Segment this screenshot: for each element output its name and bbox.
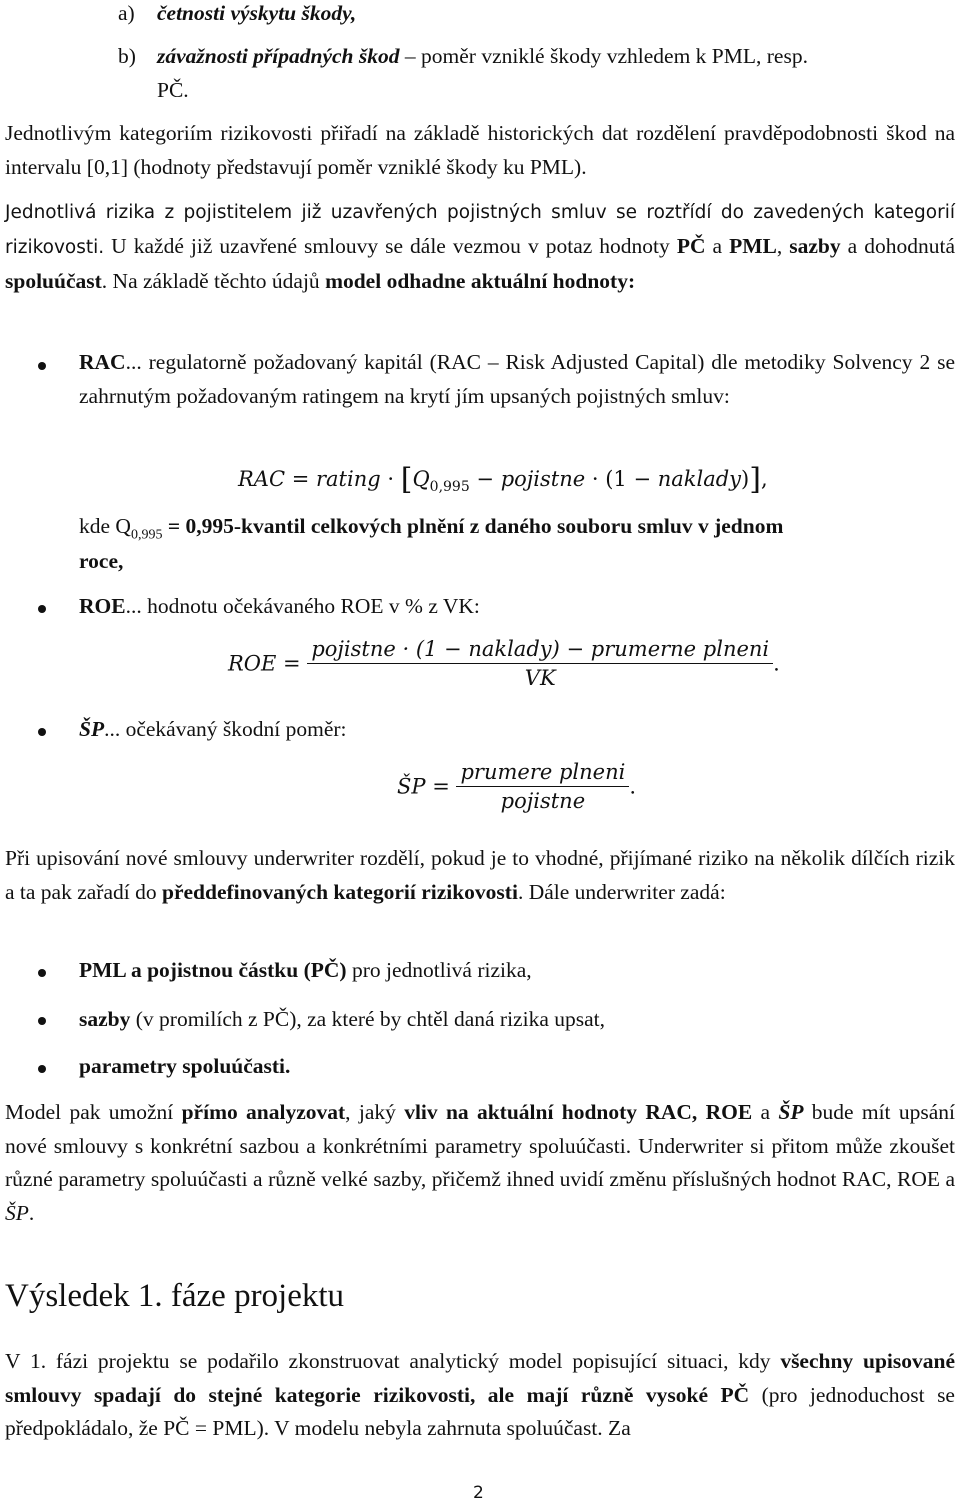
rac-formula-bracket-open: [ [400,462,413,497]
sp-label: ŠP [79,717,105,741]
bullet-sazby [38,1017,46,1025]
paragraph-result-bold: všechny upisované smlouvy spadají do stejné kategorie rizikovosti, ale mají různě vysoké PČ [5,1349,955,1407]
roe-formula-eq: = [276,651,308,676]
rac-text: ... regulatorně požadovaný kapitál (RAC – Risk Adjusted Capital) dle metodiky Solvency 2 se zahrnutým požadovaným ratingem na krytí jím upsaných pojistných smluv: [79,350,955,408]
paragraph-model-t3: a [752,1100,779,1124]
page-number: 2 [473,1483,484,1503]
roe-formula [228,637,780,690]
sp-text: ... očekávaný škodní poměr: [104,717,347,741]
paragraph-risks [5,196,955,299]
paragraph-model-t1: Model pak umožní [5,1100,182,1124]
rac-kde-sub: 0,995 [130,527,163,543]
rac-formula-pojistne: pojistne [500,467,586,491]
bullet-pml [38,969,46,977]
paragraph-risks-t1: U každé již uzavřené smlouvy se dále vezmou v potaz hodnoty [104,234,677,258]
rac-formula-minus: − [469,467,501,491]
rac-formula-rating: rating [316,467,381,491]
sp-description [79,713,347,747]
roe-formula-numerator: pojistne · (1 − naklady) − prumerne plneni [307,637,773,664]
paragraph-risks-sans: Jednotlivá rizika z pojistitelem již uzavřených pojistných smluv se roztřídí do zavedených kategorií rizikovosti. [5,202,955,258]
rac-kde-prefix: kde Q [79,514,131,538]
bullet-sp [38,728,46,736]
roe-text: ... hodnotu očekávaného ROE v % z VK: [125,594,480,618]
paragraph-risks-t2: a [705,234,730,258]
paragraph-risks-t3: , [776,234,790,258]
list-item-b-text: – poměr vzniklé škody vzhledem k PML, resp. [399,44,808,68]
paragraph-model-b1: přímo analyzovat [181,1100,346,1124]
rac-formula-naklady: naklady [657,467,742,491]
sp-formula-eq: = [425,774,457,799]
sp-formula-lhs: ŠP [397,774,426,799]
paragraph-model-sp: ŠP [5,1200,29,1225]
rac-description [79,346,955,413]
rac-kde-cont: roce, [79,549,124,573]
rac-kde-bold: = 0,995-kvantil celkových plnění z daného souboru smluv v jednom [162,514,784,538]
list-item-pml-text: pro jednotlivá rizika, [346,958,532,982]
rac-formula-lhs: RAC [238,467,286,491]
rac-formula-q: Q [412,467,430,491]
rac-formula-dot2: · [585,467,606,491]
paragraph-underwriting-bold: předdefinovaných kategorií rizikovosti [162,879,518,904]
paragraph-underwriting-t1: Při upisování nové smlouvy underwriter rozdělí, pokud je to vhodné, přijímané riziko na několik dílčích rizik a ta pak zařadí do [5,846,955,904]
paragraph-risks-model: model odhadne aktuální hodnoty: [325,269,636,293]
list-item-sazby-text: (v promilích z PČ), za které by chtěl daná rizika upsat, [130,1007,606,1031]
list-marker-a: a) [118,1,135,25]
list-item-pml-bold: PML a pojistnou částku (PČ) [79,958,347,982]
paragraph-risks-t5: . Na základě těchto údajů [101,269,326,293]
rac-formula-paren-close: ) [741,467,750,491]
paragraph-underwriting-t2: . Dále underwriter zadá: [517,879,726,904]
rac-kde [79,510,955,552]
rac-formula-eq: = [285,467,316,491]
rac-formula [238,462,768,497]
list-item-sazby-bold: sazby [79,1007,131,1031]
list-item-sazby [79,1003,605,1037]
paragraph-result-t2: (pro jednoduchost se předpokládalo, že PČ = PML). V modelu nebyla zahrnuta spoluúčast. Za [5,1382,955,1440]
paragraph-risks-spoluucast: spoluúčast [5,269,102,293]
bullet-parametry [38,1065,46,1073]
paragraph-model-t5: . [28,1200,35,1225]
paragraph-categories: Jednotlivým kategoriím rizikovosti přiřadí na základě historických dat rozdělení pravděpodobnosti škod na intervalu [0,1] (hodnoty představují poměr vzniklé škody ku PML). [5,121,955,179]
list-item-parametry: parametry spoluúčasti. [79,1054,291,1078]
paragraph-model [5,1096,955,1230]
rac-formula-dot: · [380,467,401,491]
paragraph-risks-pml: PML [729,234,777,258]
roe-formula-fraction [307,637,773,690]
paragraph-model-b2: vliv na aktuální hodnoty RAC, ROE [404,1100,753,1124]
sp-formula [397,760,636,813]
paragraph-risks-pc: PČ [676,234,706,258]
paragraph-model-t2: , jaký [345,1100,405,1124]
section-heading: Výsledek 1. fáze projektu [5,1278,345,1314]
list-item-pml [79,954,532,988]
paragraph-risks-t4: a dohodnutá [840,234,955,258]
rac-formula-comma: , [760,467,768,491]
list-marker-b: b) [118,44,136,68]
list-item-b [157,40,808,74]
paragraph-result [5,1345,955,1446]
list-item-b-continuation: PČ. [157,78,189,102]
paragraph-underwriting [5,842,955,909]
sp-formula-denominator: pojistne [500,789,586,813]
paragraph-model-t4: bude mít upsání nové smlouvy s konkrétní sazbou a konkrétními parametry spoluúčasti. Underwriter si přitom může zkoušet různé parametry spoluúčasti a různě velké sazby, přičemž ihned uvidí změnu příslušných hodnot RAC, ROE a [5,1100,955,1191]
sp-formula-numerator: prumere plneni [456,760,629,787]
roe-formula-period: . [773,651,780,676]
rac-formula-one: (1 − [605,467,658,491]
paragraph-risks-sazby: sazby [789,234,841,258]
paragraph-model-sp-bold: ŠP [778,1100,804,1124]
sp-formula-period: . [629,774,637,799]
bullet-roe [38,605,46,613]
list-item-b-bold: závažnosti případných škod [157,44,400,68]
roe-description [79,590,480,624]
roe-label: ROE [79,594,126,618]
rac-formula-bracket-close: ] [749,462,761,497]
rac-label: RAC [79,350,126,374]
roe-formula-denominator: VK [524,666,556,690]
rac-formula-q-sub: 0,995 [429,479,470,496]
list-item-a: četnosti výskytu škody, [157,1,357,25]
roe-formula-lhs: ROE [228,651,277,676]
sp-formula-fraction [456,760,629,813]
bullet-rac [38,362,46,370]
paragraph-result-t1: V 1. fázi projektu se podařilo zkonstruovat analytický model popisující situaci, kdy [5,1349,781,1373]
